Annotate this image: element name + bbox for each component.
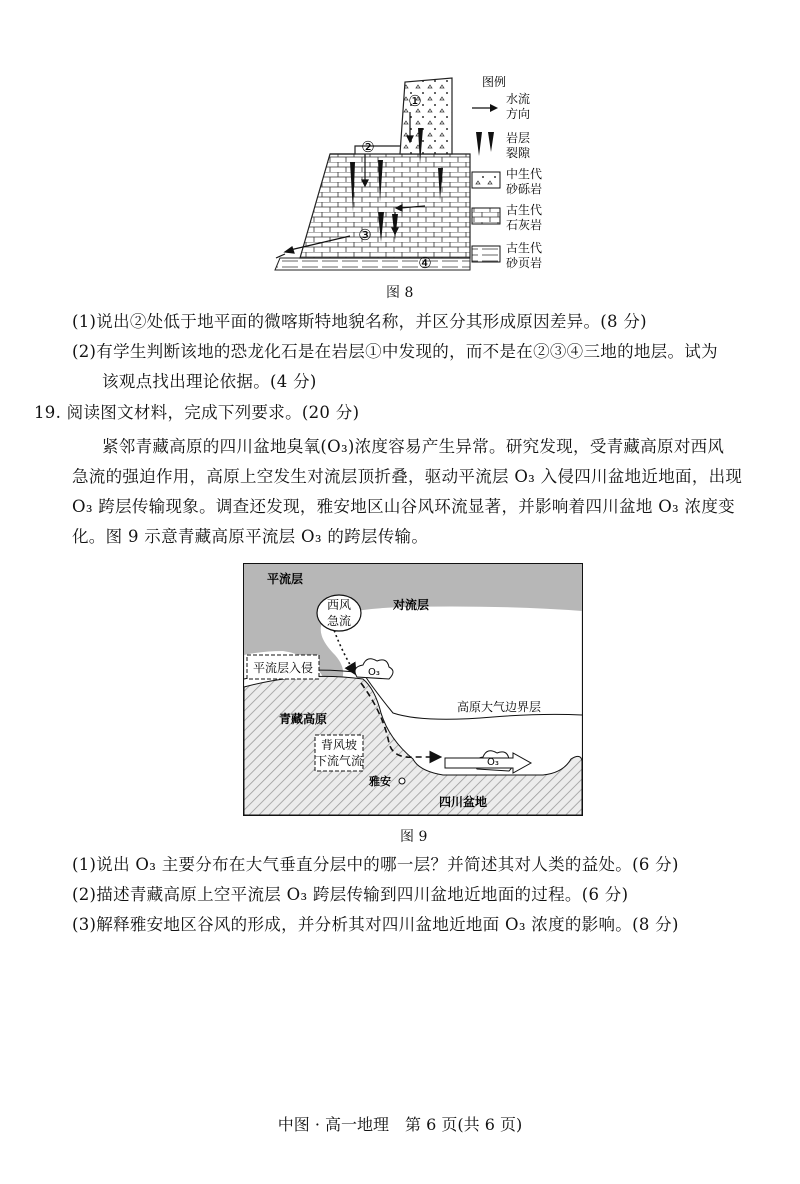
figure-8-caption: 图 8: [386, 285, 414, 301]
yaan-label: 雅安: [369, 775, 391, 788]
legend-label: 砂页岩: [506, 256, 543, 270]
basin-label: 四川盆地: [439, 795, 488, 809]
legend-crack-icon: [476, 132, 494, 156]
legend-title: 图例: [482, 75, 507, 89]
q18-sub2-line2: 该观点找出理论依据。(4 分): [102, 372, 317, 391]
legend-shale-swatch: [472, 246, 500, 262]
jet-label-line1: 西风: [326, 598, 352, 612]
q19-paragraph-line: O₃ 跨层传输现象。调查还发现，雅安地区山谷风环流显著，并影响着四川盆地 O₃ 浓度变: [72, 497, 735, 516]
leeward-label-line2: 下流气流: [314, 754, 364, 768]
q18-sub2-line1: (2)有学生判断该地的恐龙化石是在岩层①中发现的，而不是在②③④三地的地层。试为: [72, 342, 718, 361]
o3-label-upper: O₃: [368, 667, 380, 678]
marker-4: ④: [418, 254, 432, 272]
legend-label: 古生代: [506, 241, 543, 255]
page-footer: 中图 · 高一地理 第 6 页(共 6 页): [277, 1115, 523, 1134]
o3-label-lower: O₃: [487, 757, 499, 768]
legend-limestone-swatch: [472, 208, 500, 224]
intrusion-label: 平流层入侵: [252, 661, 314, 675]
legend-label: 方向: [506, 107, 531, 121]
legend-label: 岩层: [506, 131, 531, 145]
leeward-label-line1: 背风坡: [320, 738, 358, 752]
q19-paragraph-line: 紧邻青藏高原的四川盆地臭氧(O₃)浓度容易产生异常。研究发现，受青藏高原对西风: [102, 437, 725, 456]
figure-9-caption: 图 9: [400, 829, 428, 845]
q19-paragraph-line: 急流的强迫作用，高原上空发生对流层顶折叠，驱动平流层 O₃ 入侵四川盆地近地面，出现: [72, 467, 743, 486]
legend-conglomerate-swatch: [472, 172, 500, 188]
troposphere-label: 对流层: [393, 598, 430, 612]
legend-label: 古生代: [506, 203, 543, 217]
marker-3: ③: [358, 226, 372, 244]
q19-heading: 19. 阅读图文材料，完成下列要求。(20 分): [34, 403, 360, 422]
legend-label: 石灰岩: [506, 218, 543, 232]
legend-arrow-icon: [472, 104, 498, 112]
legend-label: 裂隙: [506, 146, 531, 160]
yaan-marker: [399, 778, 405, 784]
q19-sub3: (3)解释雅安地区谷风的形成，并分析其对四川盆地近地面 O₃ 浓度的影响。(8 分): [72, 915, 679, 934]
jet-label-line2: 急流: [326, 614, 352, 628]
plateau-label: 青藏高原: [279, 712, 328, 726]
marker-1: ①: [408, 92, 422, 110]
q19-sub2: (2)描述青藏高原上空平流层 O₃ 跨层传输到四川盆地近地面的过程。(6 分): [72, 885, 629, 904]
legend-label: 水流: [506, 92, 531, 106]
boundary-label: 高原大气边界层: [456, 700, 542, 714]
q18-sub1: (1)说出②处低于地平面的微喀斯特地貌名称，并区分其形成原因差异。(8 分): [72, 312, 647, 331]
q19-paragraph-line: 化。图 9 示意青藏高原平流层 O₃ 的跨层传输。: [72, 527, 429, 546]
legend-label: 砂砾岩: [506, 182, 543, 196]
stratosphere-label: 平流层: [267, 572, 304, 586]
legend-label: 中生代: [506, 167, 543, 181]
figure-9-diagram: [243, 563, 583, 816]
q19-sub1: (1)说出 O₃ 主要分布在大气垂直分层中的哪一层？并简述其对人类的益处。(6 分): [72, 855, 679, 874]
figure-8-diagram: [270, 72, 560, 280]
marker-2: ②: [361, 138, 375, 156]
